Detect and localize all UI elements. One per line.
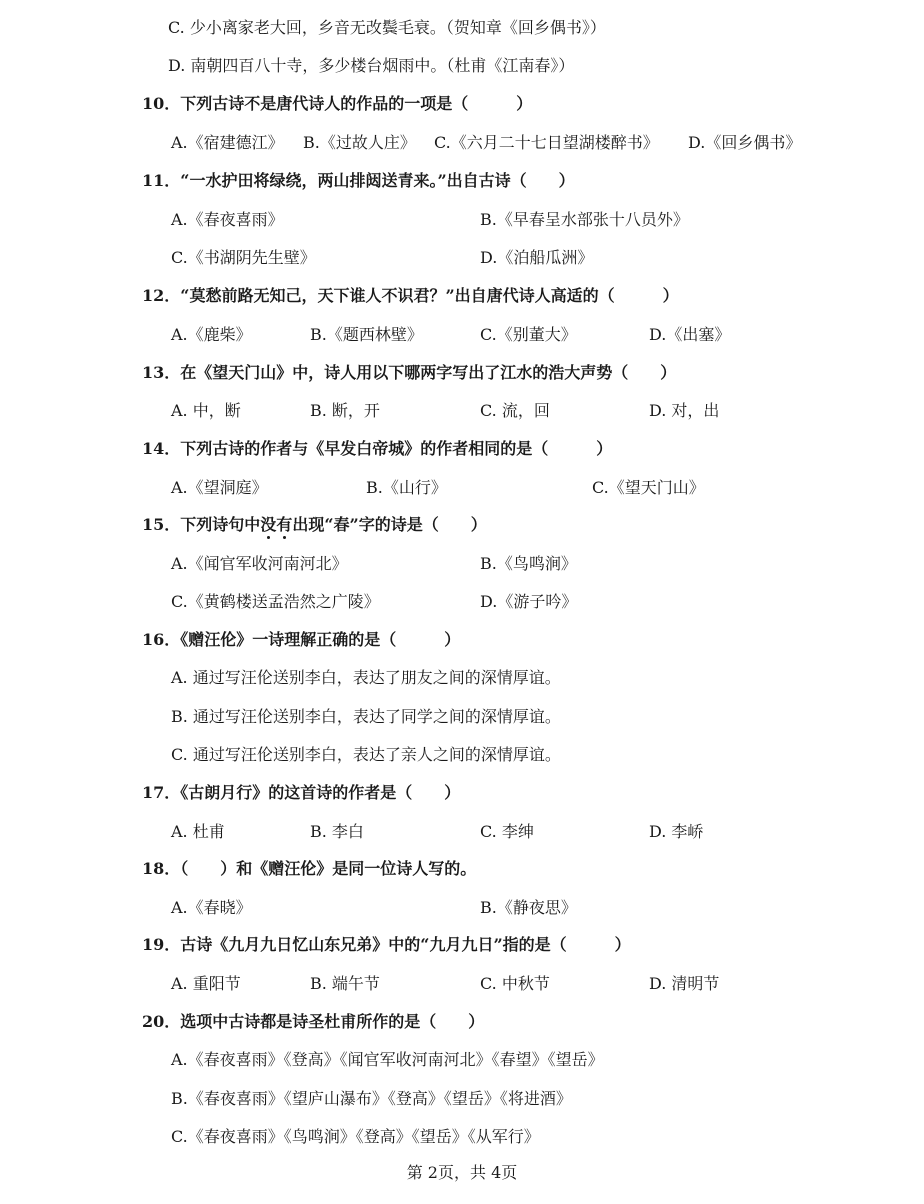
q14-option-b: B.《山行》 [366,478,447,497]
q12-option-b: B.《题西林壁》 [310,325,423,344]
q16-option-c: C. 通过写汪伦送别李白，表达了亲人之间的深情厚谊。 [171,745,561,764]
q11-option-a: A.《春夜喜雨》 [171,210,284,229]
q15-stem [142,515,487,535]
q10-option-c: C.《六月二十七日望湖楼醉书》 [434,133,659,152]
q9-option-d: D. 南朝四百八十寺，多少楼台烟雨中。（杜甫《江南春》） [168,56,575,75]
q14-option-c: C.《望天门山》 [592,478,705,497]
q14-stem: 14．下列古诗的作者与《早发白帝城》的作者相同的是（ ） [142,439,613,458]
page-number-footer: 第 2页，共 4页 [406,1163,518,1182]
q19-option-c: C. 中秋节 [480,974,550,993]
q18-option-a: A.《春晓》 [171,898,252,917]
q17-option-d: D. 李峤 [649,822,704,841]
q12-option-a: A.《鹿柴》 [171,325,252,344]
q11-option-b: B.《早春呈水部张十八员外》 [480,210,689,229]
q10-option-b: B.《过故人庄》 [303,133,416,152]
q14-option-a: A.《望洞庭》 [171,478,268,497]
q11-stem: 11．“一水护田将绿绕，两山排闼送青来。”出自古诗（ ） [142,171,575,190]
q15-stem-pre: 15．下列诗句中 [142,515,261,534]
q9-option-c: C. 少小离家老大回，乡音无改鬓毛衰。（贺知章《回乡偶书》） [168,18,606,37]
q15-stem-post: 出现“春”字的诗是（ ） [292,515,487,534]
q16-option-a: A. 通过写汪伦送别李白，表达了朋友之间的深情厚谊。 [171,668,561,687]
q19-option-b: B. 端午节 [310,974,380,993]
q13-option-d: D. 对，出 [649,401,720,420]
q13-option-a: A. 中，断 [171,401,241,420]
q16-stem: 16．《赠汪伦》一诗理解正确的是（ ） [142,630,461,649]
q19-option-d: D. 清明节 [649,974,720,993]
q19-option-a: A. 重阳节 [171,974,241,993]
q15-option-a: A.《闻官军收河南河北》 [171,554,348,573]
q15-option-b: B.《鸟鸣涧》 [480,554,577,573]
q17-option-b: B. 李白 [310,822,364,841]
q20-option-c: C.《春夜喜雨》《鸟鸣涧》《登高》《望岳》《从军行》 [171,1127,540,1146]
q18-stem: 18．（ ）和《赠汪伦》是同一位诗人写的。 [142,859,477,878]
q20-option-a: A.《春夜喜雨》《登高》《闻官军收河南河北》《春望》《望岳》 [171,1050,604,1069]
q15-option-d: D.《游子吟》 [480,592,578,611]
q20-option-b: B.《春夜喜雨》《望庐山瀑布》《登高》《望岳》《将进酒》 [171,1089,572,1108]
q11-option-d: D.《泊船瓜洲》 [480,248,594,267]
q18-option-b: B.《静夜思》 [480,898,577,917]
q13-stem: 13．在《望天门山》中，诗人用以下哪两字写出了江水的浩大声势（ ） [142,363,677,382]
q17-option-a: A. 杜甫 [171,822,225,841]
q12-option-c: C.《别董大》 [480,325,577,344]
q11-option-c: C.《书湖阴先生壁》 [171,248,316,267]
q17-option-c: C. 李绅 [480,822,534,841]
q19-stem: 19．古诗《九月九日忆山东兄弟》中的“九月九日”指的是（ ） [142,935,631,954]
q10-option-d: D.《回乡偶书》 [688,133,802,152]
q15-emphasis-char-2: 有 [276,515,293,534]
q15-option-c: C.《黄鹤楼送孟浩然之广陵》 [171,592,380,611]
q12-stem: 12．“莫愁前路无知己，天下谁人不识君？”出自唐代诗人高适的（ ） [142,286,679,305]
q13-option-b: B. 断，开 [310,401,380,420]
q20-stem: 20．选项中古诗都是诗圣杜甫所作的是（ ） [142,1012,485,1031]
q16-option-b: B. 通过写汪伦送别李白，表达了同学之间的深情厚谊。 [171,707,561,726]
q17-stem: 17．《古朗月行》的这首诗的作者是（ ） [142,783,461,802]
q13-option-c: C. 流，回 [480,401,550,420]
q10-stem: 10．下列古诗不是唐代诗人的作品的一项是（ ） [142,94,533,113]
q12-option-d: D.《出塞》 [649,325,731,344]
q10-option-a: A.《宿建德江》 [171,133,284,152]
q15-emphasis-char-1: 没 [260,515,277,534]
